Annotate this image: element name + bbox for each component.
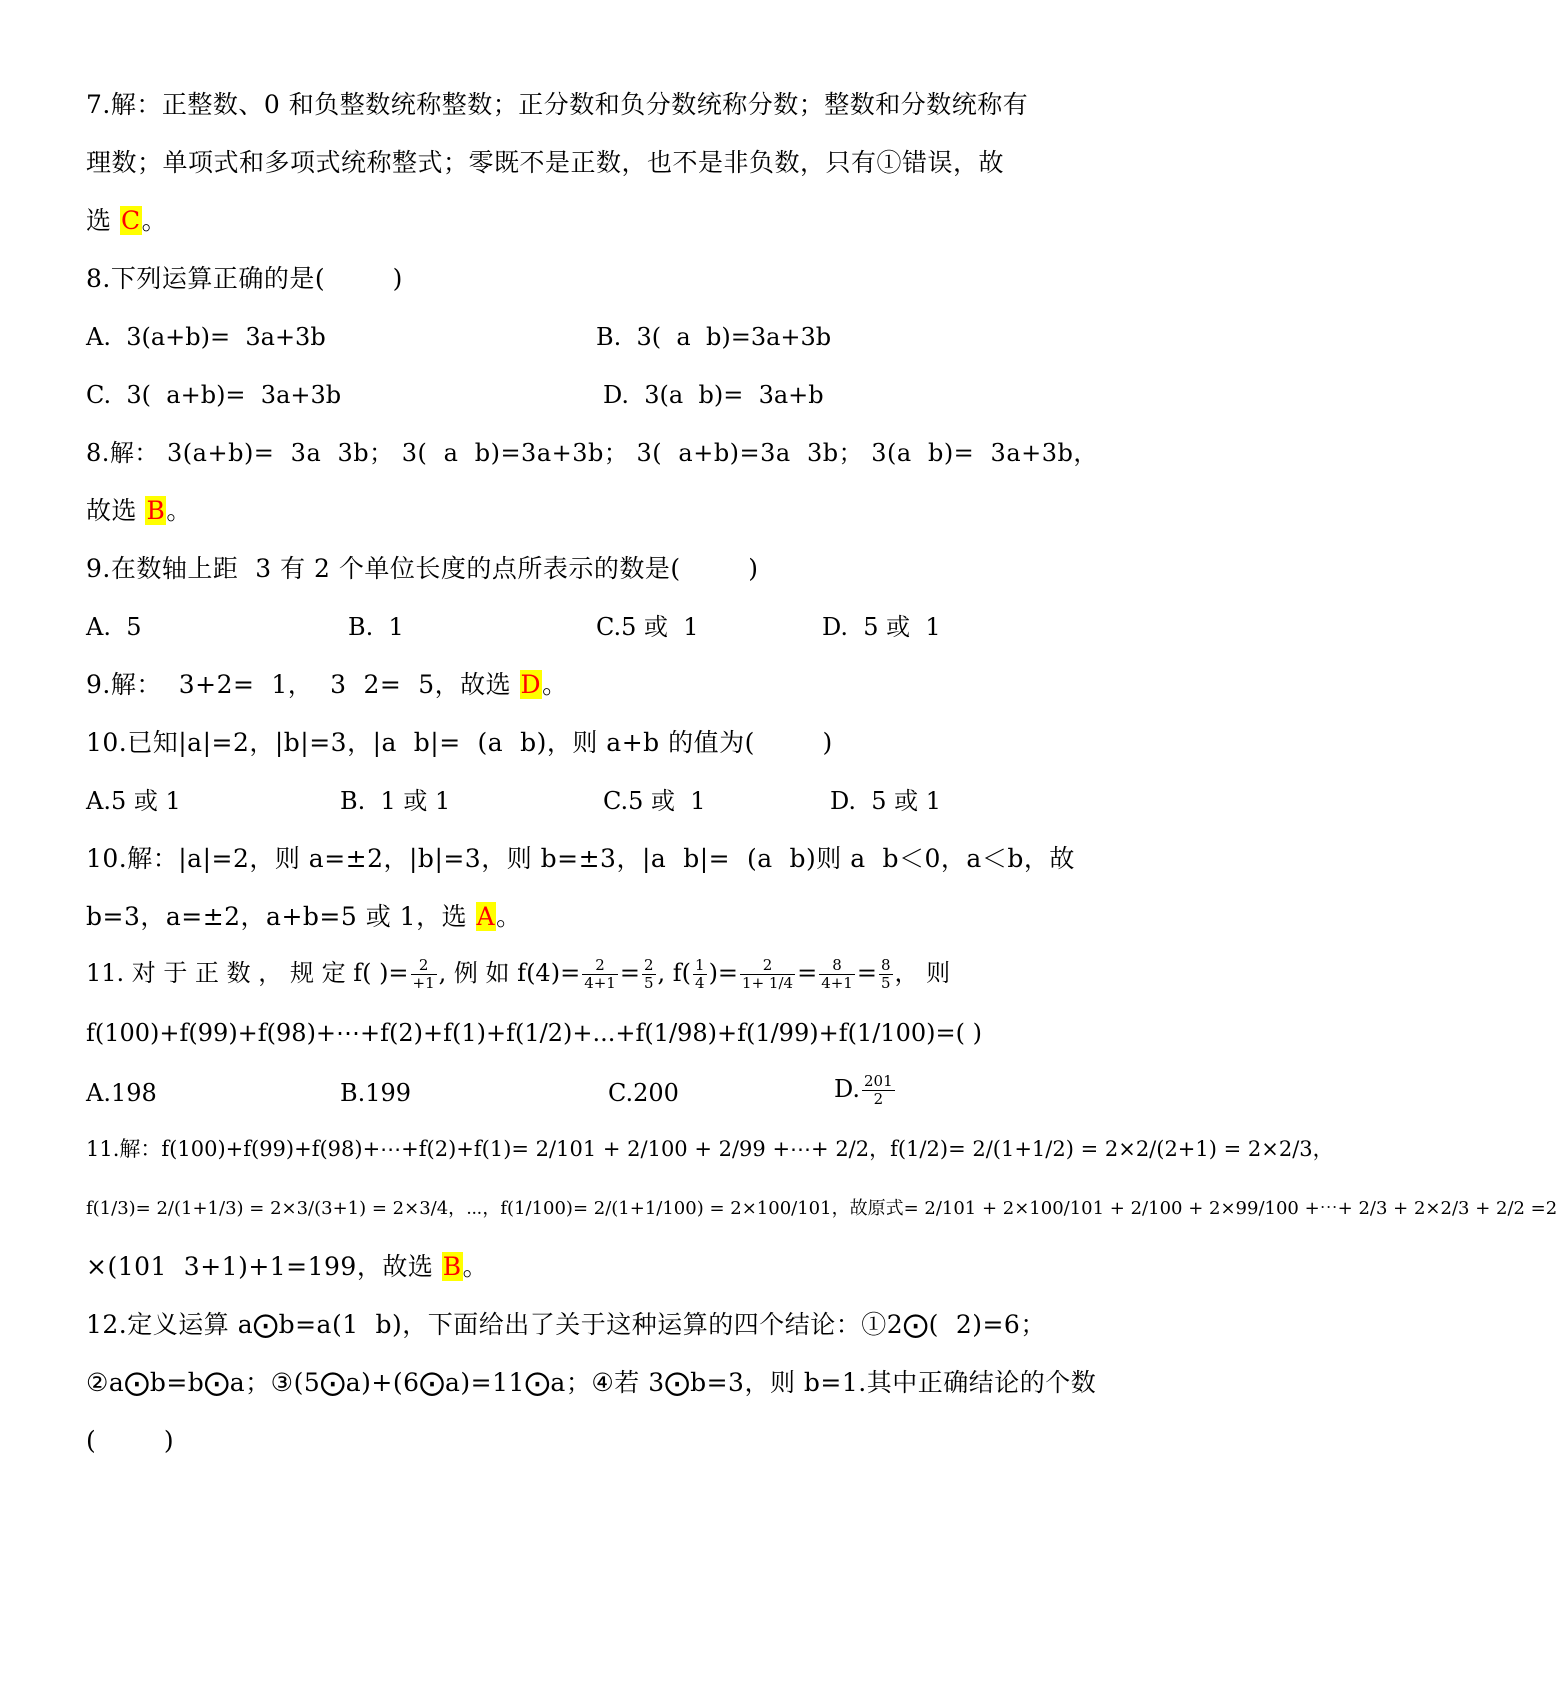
q12-stem-line3: ( ) [86, 1426, 175, 1455]
q10-answer-highlight: A [476, 902, 496, 931]
q11-example-fraction-4: $\frac{2}{1+ 1/4}$ [742, 956, 794, 992]
q11-option-d: D. $\frac{201}{2}$ [834, 1072, 893, 1108]
q10-stem: 10.已知|a|=2，|b|=3，|a b|= (a b)，则 a+b 的值为( ) [86, 728, 833, 757]
q10-solution-line1: 10.解：|a|=2，则 a=±2，|b|=3，则 b=±3，|a b|= (a b)则 a b＜0，a＜b，故 [86, 844, 1075, 873]
q8-answer-highlight: B [146, 496, 166, 525]
q11-solution-line1: 11.解：f(100)+f(99)+f(98)+⋯+f(2)+f(1)= 2/101 + 2/100 + 2/99 +⋯+ 2/2，f(1/2)= 2/(1+1/2) = 2×2/(2+1) = 2×2/3， [86, 1137, 1334, 1161]
q11-solution-line3: ×(101 3+1)+1=199，故选 B。 [86, 1252, 489, 1281]
q11-example-fraction-6: $\frac{8}{5}$ [880, 956, 891, 992]
q9-option-b: B. 1 [348, 613, 404, 641]
q11-stem-line2: f(100)+f(99)+f(98)+⋯+f(2)+f(1)+f(1/2)+...+f(1/98)+f(1/99)+f(1/100)=( ) [86, 1019, 982, 1047]
q7-solution-line2: 理数；单项式和多项式统称整式；零既不是正数，也不是非负数，只有①错误，故 [86, 148, 1005, 177]
q12-stem-line1: 12.定义运算 a⨀b=a(1 b)，下面给出了关于这种运算的四个结论：①2⨀( 2)=6； [86, 1310, 1046, 1339]
q11-answer-highlight: B [442, 1252, 462, 1281]
q9-answer-highlight: D [520, 670, 542, 699]
q11-solution-line2: f(1/3)= 2/(1+1/3) = 2×3/(3+1) = 2×3/4，⋯，f(1/100)= 2/(1+1/100) = 2×100/101，故原式= 2/101 + 2×100/101 + 2/100 + 2×99/100 +⋯+ 2/3 + 2×2/3 + 2/2 =2 [86, 1198, 1557, 1219]
q11-def-fraction: $\frac{2}{+1}$ [412, 956, 435, 992]
q9-stem: 9.在数轴上距 3 有 2 个单位长度的点所表示的数是( ) [86, 554, 759, 583]
q8-option-a: A. 3(a+b)= 3a+3b [86, 323, 326, 351]
q11-example-fraction-5: $\frac{8}{4+1}$ [821, 956, 853, 992]
q11-option-b: B.199 [340, 1079, 412, 1107]
q9-option-d: D. 5 或 1 [822, 613, 941, 641]
q9-solution: 9.解： 3+2= 1， 3 2= 5，故选 D。 [86, 670, 568, 699]
q11-example-fraction-3: $\frac{1}{4}$ [695, 956, 705, 992]
q9-option-c: C.5 或 1 [596, 613, 699, 641]
q12-stem-line2: ②a⨀b=b⨀a；③(5⨀a)+(6⨀a)=11⨀a；④若 3⨀b=3，则 b=1.其中正确结论的个数 [86, 1368, 1097, 1397]
q8-solution-line2: 故选 B。 [86, 496, 192, 525]
q8-stem: 8.下列运算正确的是( ) [86, 264, 403, 293]
q11-example-fraction-1: $\frac{2}{4+1}$ [584, 956, 616, 992]
q9-option-a: A. 5 [86, 613, 142, 641]
q7-solution-line3: 选 C。 [86, 206, 168, 235]
q10-option-a: A.5 或 1 [86, 787, 181, 815]
q11-option-a: A.198 [86, 1079, 157, 1107]
q8-option-d: D. 3(a b)= 3a+b [603, 381, 824, 409]
q11-example-fraction-2: $\frac{2}{5}$ [643, 956, 654, 992]
q10-option-c: C.5 或 1 [603, 787, 706, 815]
q8-solution-line1: 8.解： 3(a+b)= 3a 3b； 3( a b)=3a+3b； 3( a+b)=3a 3b； 3(a b)= 3a+3b， [86, 439, 1098, 467]
q10-option-d: D. 5 或 1 [830, 787, 942, 815]
q7-answer-highlight: C [120, 206, 141, 235]
q11-stem-line1: 11. 对 于 正 数 ， 规 定 f( )= $\frac{2}{+1}$ , 例 如 f(4)= $\frac{2}{4+1}$ = $\frac{2}{5}$ , f( $\frac{1}{4}$ )= $\frac{2}{1+ 1/4}$ = $\frac{8}{4+1}$ = $\frac{8}{5}$ ， 则 [86, 956, 951, 992]
q10-solution-line2: b=3，a=±2，a+b=5 或 1，选 A。 [86, 902, 522, 931]
q7-solution-line1: 7.解：正整数、0 和负整数统称整数；正分数和负分数统称分数；整数和分数统称有 [86, 90, 1029, 119]
q8-option-b: B. 3( a b)=3a+3b [596, 323, 832, 351]
q8-option-c: C. 3( a+b)= 3a+3b [86, 381, 342, 409]
q10-option-b: B. 1 或 1 [340, 787, 451, 815]
q11-option-d-fraction: $\frac{201}{2}$ [864, 1072, 893, 1108]
q11-option-c: C.200 [608, 1079, 679, 1107]
